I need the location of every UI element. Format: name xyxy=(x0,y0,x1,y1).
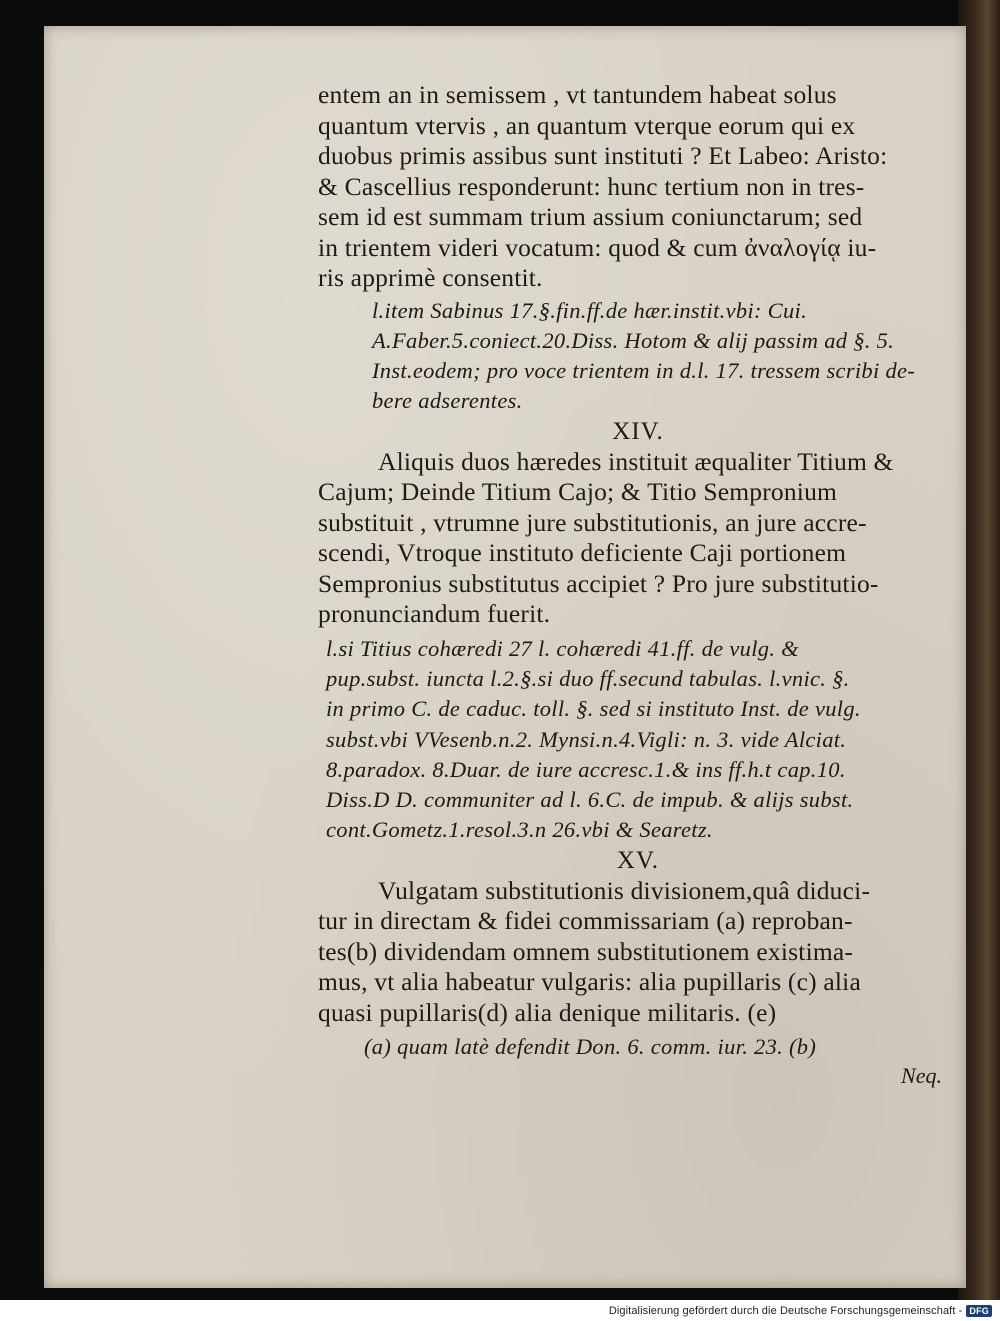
footnote-citation: l.si Titius cohæredi 27 l. cohæredi 41.ff. de vulg. & pup.subst. iuncta l.2.§.si duo ff.secund tabulas. l.vnic. §. in primo C. de caduc. toll. §. sed si instituto Inst. de vulg. subst.vbi VVesenb.n.2. Mynsi.n.4.Vigli: n. 3. vide Alciat. 8.paradox. 8.Duar. de iure accresc.1.& ins ff.h.t cap.10. Diss.D D. communiter ad l. 6.C. de impub. & alijs subst. cont.Gometz.1.resol.3.n 26.vbi & Searetz. xyxy=(326,635,861,843)
page-text-block xyxy=(318,80,958,1089)
dfg-logo: DFG xyxy=(966,1305,992,1317)
footnote-citation: l.item Sabinus 17.§.fin.ff.de hær.instit.vbi: Cui. A.Faber.5.coniect.20.Diss. Hotom & alij passim ad §. 5. Inst.eodem; pro voce trientem in d.l. 17. tressem scribi de- bere adserentes. xyxy=(372,297,916,414)
footnote-citation: (a) quam latè defendit Don. 6. comm. iur. 23. (b) xyxy=(364,1034,817,1060)
digitization-credit-bar xyxy=(0,1300,1000,1321)
section-heading-xv: XV. xyxy=(616,846,660,874)
credit-text: Digitalisierung gefördert durch die Deutsche Forschungsgemeinschaft - xyxy=(608,1304,963,1317)
catchword: Neq. xyxy=(901,1062,942,1088)
paragraph-xv: Vulgatam substitutionis divisionem,quâ diduci- tur in directam & fidei commissariam (a) reproban- tes(b) dividendam omnem substitutionem existima- mus, vt alia habeatur vulgaris: alia pupillaris (c) alia quasi pupillaris(d) alia denique militaris. (e) xyxy=(318,875,871,1027)
section-heading-xiv: XIV. xyxy=(612,417,664,445)
book-page xyxy=(44,26,966,1288)
paragraph-continuation: entem an in semissem , vt tantundem habeat solus quantum vtervis , an quantum vterque eorum qui ex duobus primis assibus sunt instituti ? Et Labeo: Aristo: & Cascellius responderunt: hunc tertium non in tres- sem id est summam trium assium coniunctarum; sed in trientem videri vocatum: quod & cum ἀναλογίᾳ iu- ris apprimè consentit. xyxy=(318,80,888,292)
paragraph-xiv: Aliquis duos hæredes instituit æqualiter Titium & Cajum; Deinde Titium Cajo; & Titio Sempronium substituit , vtrumne jure substitutionis, an jure accre- scendi, Vtroque instituto deficiente Caji portionem Sempronius substitutus accipiet ? Pro jure substitutio- pronunciandum fuerit. xyxy=(318,446,894,629)
